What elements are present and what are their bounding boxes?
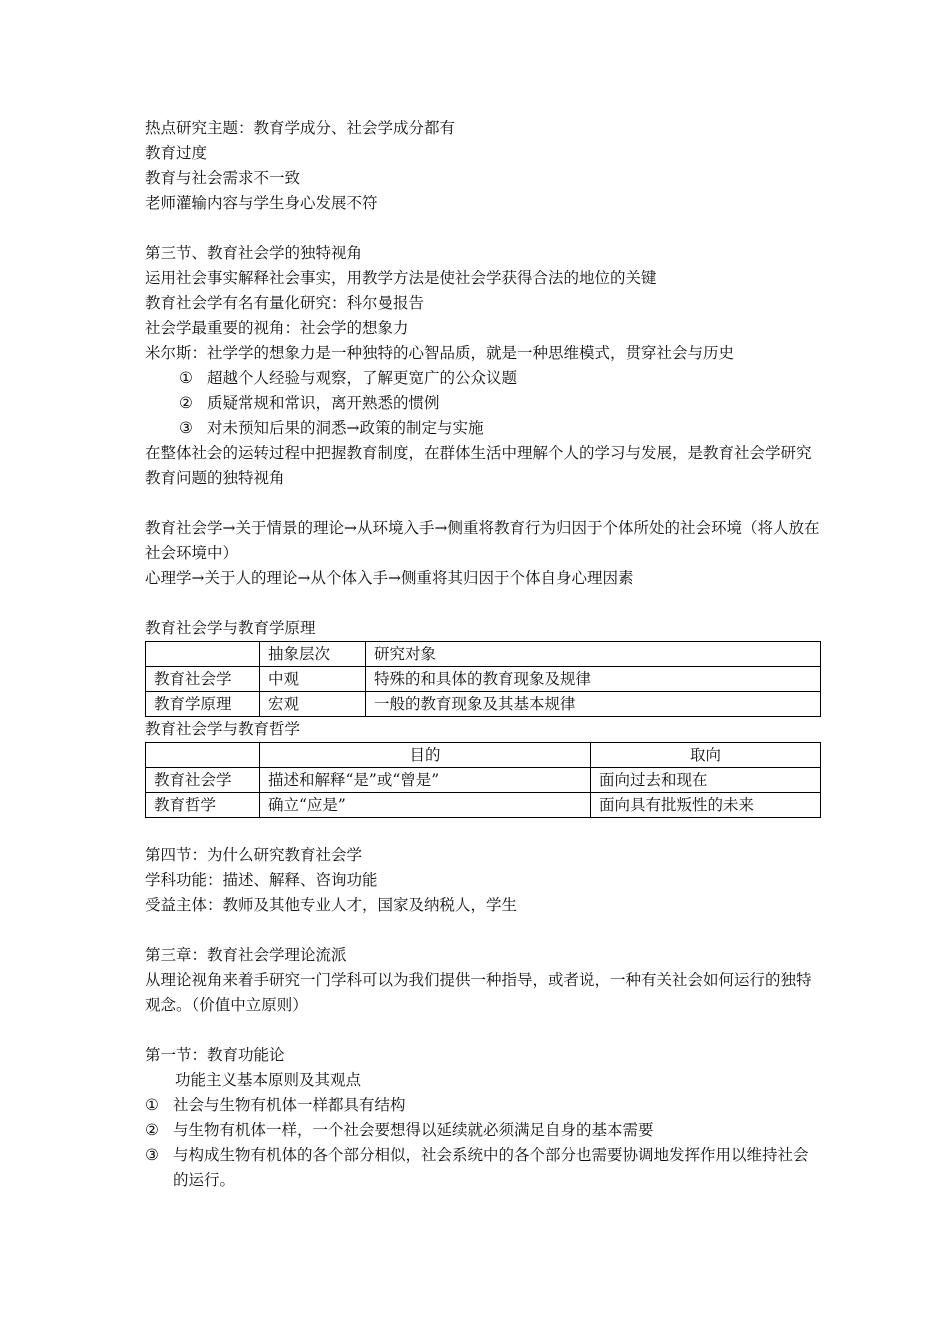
table-cell: 一般的教育现象及其基本规律 — [366, 692, 821, 717]
blank-line — [145, 918, 820, 943]
item-number: ① — [179, 369, 193, 387]
item-text: 对未预知后果的洞悉→政策的制定与实施 — [207, 419, 484, 437]
blank-line — [145, 1018, 820, 1043]
table-cell: 中观 — [260, 667, 366, 692]
table-header-row — [146, 743, 821, 768]
table-cell: 描述和解释“是”或“曾是” — [260, 768, 591, 793]
numbered-item — [145, 1143, 820, 1193]
text-line: 运用社会事实解释社会事实，用教学方法是使社会学获得合法的地位的关键 — [145, 269, 657, 287]
document-body — [145, 116, 820, 1193]
comparison-table-philosophy — [145, 742, 821, 818]
table-cell — [146, 642, 260, 667]
item-number: ③ — [145, 1146, 159, 1164]
numbered-item — [145, 1093, 820, 1118]
table-cell: 教育社会学 — [146, 768, 260, 793]
blank-line — [145, 491, 820, 516]
table-header-cell: 抽象层次 — [260, 642, 366, 667]
table-cell: 面向过去和现在 — [591, 768, 821, 793]
item-number: ② — [145, 1121, 159, 1139]
blank-line — [145, 591, 820, 616]
item-text: 与构成生物有机体的各个部分相似，社会系统中的各个部分也需要协调地发挥作用以维持社会的运行。 — [173, 1146, 809, 1189]
table-caption: 教育社会学与教育学原理 — [145, 619, 316, 637]
item-text: 社会与生物有机体一样都具有结构 — [173, 1096, 406, 1114]
table-cell: 面向具有批叛性的未来 — [591, 793, 821, 818]
numbered-item — [145, 1118, 820, 1143]
numbered-item — [145, 416, 820, 441]
subheading: 功能主义基本原则及其观点 — [175, 1071, 362, 1089]
table-row — [146, 692, 821, 717]
item-text: 质疑常规和常识，离开熟悉的惯例 — [207, 394, 440, 412]
text-line: 教育社会学有名有量化研究：科尔曼报告 — [145, 294, 425, 312]
table-cell: 确立“应是” — [260, 793, 591, 818]
table-cell: 教育哲学 — [146, 793, 260, 818]
chapter-heading: 第三章：教育社会学理论流派 — [145, 946, 347, 964]
text-line: 教育过度 — [145, 144, 208, 162]
table-header-cell: 取向 — [591, 743, 821, 768]
paragraph: 从理论视角来着手研究一门学科可以为我们提供一种指导，或者说，一种有关社会如何运行的独特观念。（价值中立原则） — [145, 971, 812, 1014]
table-cell — [146, 743, 260, 768]
item-number: ① — [145, 1096, 159, 1114]
table-header-cell: 目的 — [260, 743, 591, 768]
item-number: ③ — [179, 419, 193, 437]
section-heading: 第三节、教育社会学的独特视角 — [145, 244, 363, 262]
table-cell: 宏观 — [260, 692, 366, 717]
text-line: 老师灌输内容与学生身心发展不符 — [145, 194, 378, 212]
item-text: 超越个人经验与观察，了解更宽广的公众议题 — [207, 369, 518, 387]
table-header-row — [146, 642, 821, 667]
text-line: 教育与社会需求不一致 — [145, 169, 301, 187]
text-line: 学科功能：描述、解释、咨询功能 — [145, 871, 378, 889]
section-heading: 第四节：为什么研究教育社会学 — [145, 846, 363, 864]
text-line: 社会学最重要的视角：社会学的想象力 — [145, 319, 409, 337]
blank-line — [145, 818, 820, 843]
paragraph: 教育社会学→关于情景的理论→从环境入手→侧重将教育行为归因于个体所处的社会环境（将人放在社会环境中） — [145, 519, 820, 562]
numbered-item — [145, 391, 820, 416]
table-header-cell: 研究对象 — [366, 642, 821, 667]
numbered-item — [145, 366, 820, 391]
table-caption: 教育社会学与教育哲学 — [145, 720, 301, 738]
paragraph: 在整体社会的运转过程中把握教育制度，在群体生活中理解个人的学习与发展，是教育社会学研究教育问题的独特视角 — [145, 444, 812, 487]
text-line: 热点研究主题：教育学成分、社会学成分都有 — [145, 119, 456, 137]
item-text: 与生物有机体一样，一个社会要想得以延续就必须满足自身的基本需要 — [173, 1121, 654, 1139]
comparison-table-principles — [145, 641, 821, 717]
table-row — [146, 768, 821, 793]
table-cell: 教育学原理 — [146, 692, 260, 717]
blank-line — [145, 216, 820, 241]
table-cell: 教育社会学 — [146, 667, 260, 692]
section-heading: 第一节：教育功能论 — [145, 1046, 285, 1064]
table-cell: 特殊的和具体的教育现象及规律 — [366, 667, 821, 692]
table-row — [146, 793, 821, 818]
text-line: 受益主体：教师及其他专业人才，国家及纳税人，学生 — [145, 896, 518, 914]
text-line: 心理学→关于人的理论→从个体入手→侧重将其归因于个体自身心理因素 — [145, 569, 634, 587]
table-row — [146, 667, 821, 692]
text-line: 米尔斯：社学学的想象力是一种独特的心智品质，就是一种思维模式，贯穿社会与历史 — [145, 344, 735, 362]
item-number: ② — [179, 394, 193, 412]
